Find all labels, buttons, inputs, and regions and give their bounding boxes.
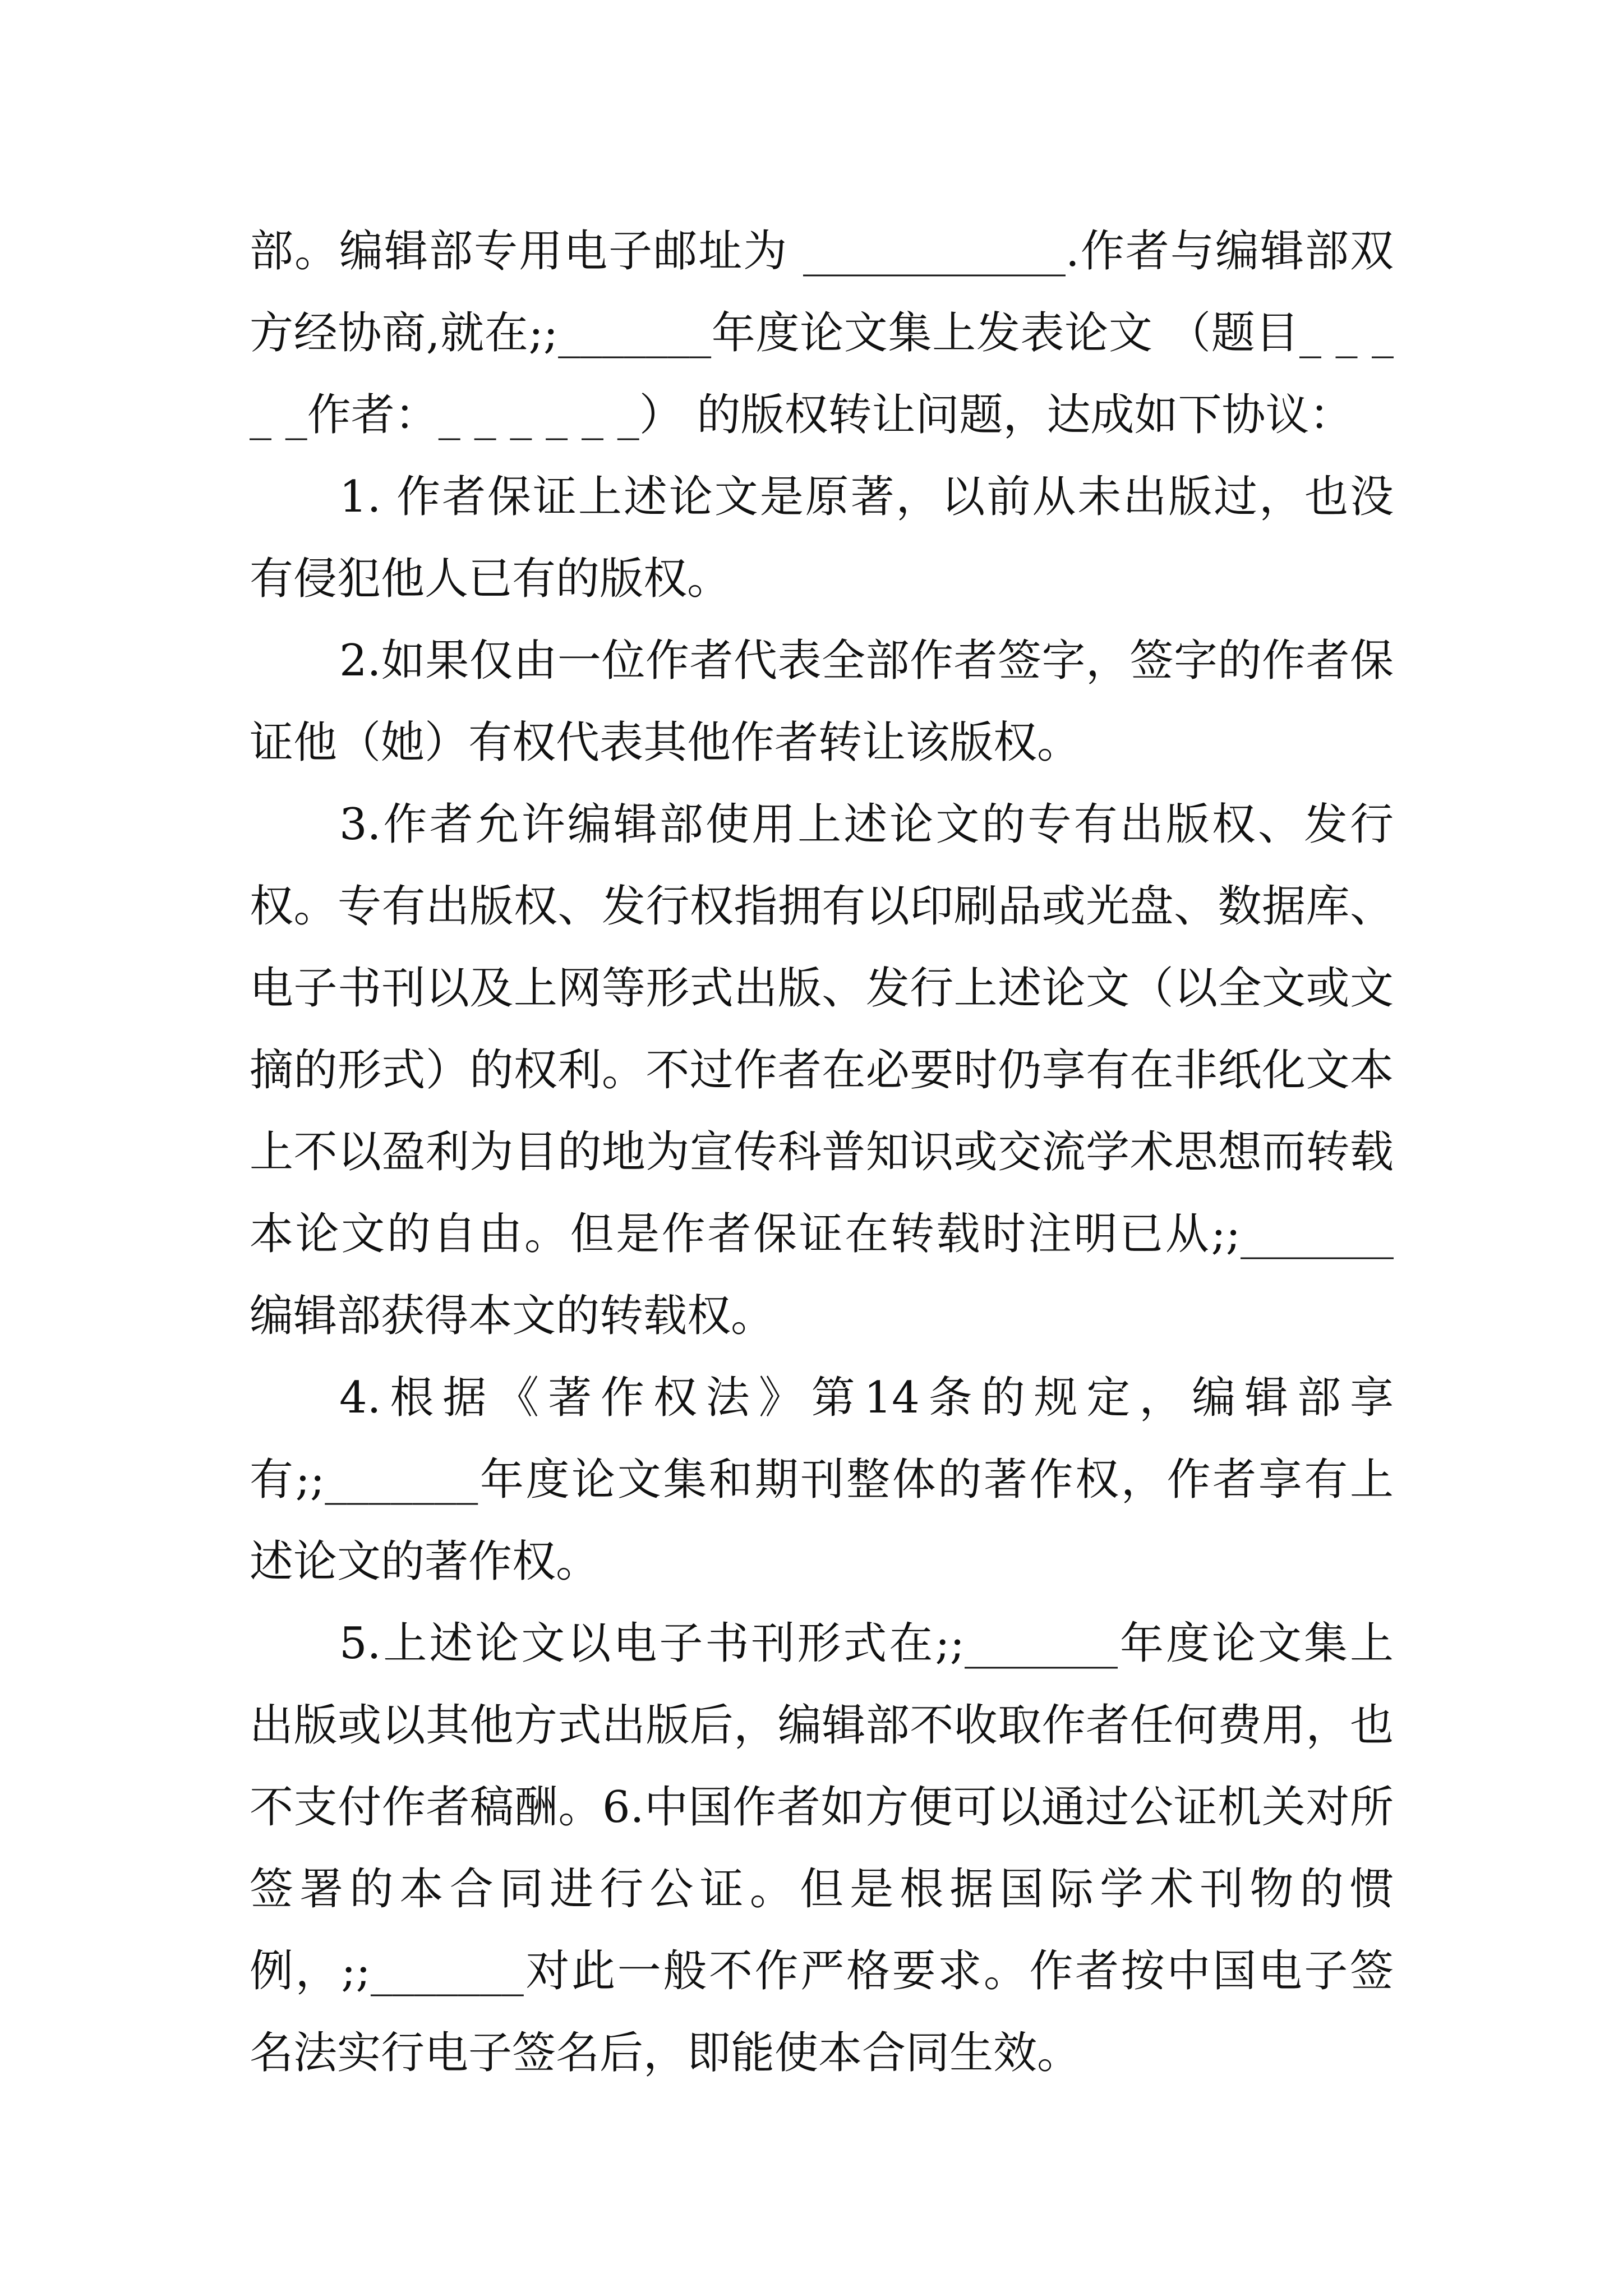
document-body — [250, 210, 1394, 2094]
paragraph-clause-1: 1. 作者保证上述论文是原著，以前从未出版过，也没有侵犯他人已有的版权。 — [250, 472, 1394, 604]
paragraph-clause-4: 4.根据《著作权法》第14条的规定，编辑部享有;;_______年度论文集和期刊整体的著作权，作者享有上述论文的著作权。 — [250, 1373, 1394, 1587]
paragraph-intro: 部。编辑部专用电子邮址为 ____________.作者与编辑部双方经协商,就在;;_______年度论文集上发表论文 （题目_ _ _ _ _作者：_ _ _ _ _ _） 的版权转让问题，达成如下协议： — [250, 226, 1394, 440]
paragraph-clause-3: 3.作者允许编辑部使用上述论文的专有出版权、发行权。专有出版权、发行权指拥有以印刷品或光盘、数据库、电子书刊以及上网等形式出版、发行上述论文（以全文或文摘的形式）的权利。不过作者在必要时仍享有在非纸化文本上不以盈利为目的地为宣传科普知识或交流学术思想而转载本论文的自由。但是作者保证在转载时注明已从;;_______编辑部获得本文的转载权。 — [250, 799, 1394, 1341]
paragraph-clause-2: 2.如果仅由一位作者代表全部作者签字，签字的作者保证他（她）有权代表其他作者转让该版权。 — [250, 636, 1394, 768]
paragraph-clause-5-6: 5.上述论文以电子书刊形式在;;_______年度论文集上出版或以其他方式出版后，编辑部不收取作者任何费用，也不支付作者稿酬。6.中国作者如方便可以通过公证机关对所签署的本合同进行公证。但是根据国际学术刊物的惯例，;;_______对此一般不作严格要求。作者按中国电子签名法实行电子签名后，即能使本合同生效。 — [250, 1618, 1394, 2078]
